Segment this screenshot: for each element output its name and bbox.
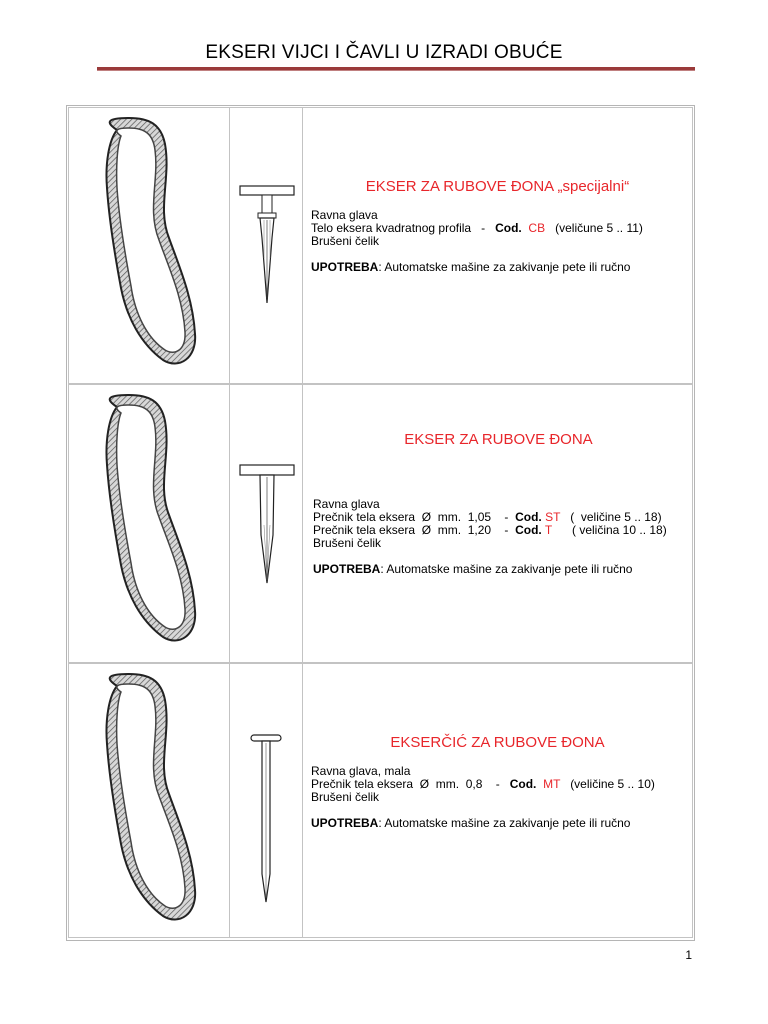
nail-drawing-cell <box>229 107 303 384</box>
nail-catalog-table <box>66 105 695 941</box>
usage-line <box>313 563 692 576</box>
spec-line: Brušeni čelik <box>311 234 380 248</box>
flat-head-nail-icon <box>230 385 302 662</box>
table-row <box>68 663 693 938</box>
sole-outline-cell <box>68 384 230 663</box>
cod-label: Cod. <box>515 523 542 537</box>
size-range: (veličine 5 .. 10) <box>560 777 655 791</box>
spec-line: Ravna glava <box>311 208 378 222</box>
spec-line: Ravna glava <box>313 497 380 511</box>
spec-text: Prečnik tela eksera Ø mm. 1,20 - <box>313 523 516 537</box>
table-row <box>68 384 693 663</box>
product-name: EKSER ZA RUBOVE ĐONA <box>404 431 593 448</box>
usage-text: : Automatske mašine za zakivanje pete ili ručno <box>378 816 631 830</box>
usage-label: UPOTREBA <box>313 562 381 576</box>
spec-line: Brušeni čelik <box>313 536 382 550</box>
spec-text: Prečnik tela eksera Ø mm. 1,05 - <box>313 510 516 524</box>
product-code: CB <box>521 221 546 235</box>
nail-drawing-cell <box>229 384 303 663</box>
cod-label: Cod. <box>495 221 522 235</box>
product-description-cell <box>302 384 693 663</box>
table-row <box>68 107 693 384</box>
page-number: 1 <box>685 948 692 962</box>
sole-outline-cell <box>68 107 230 384</box>
cod-label: Cod. <box>509 777 537 791</box>
usage-label: UPOTREBA <box>311 260 379 274</box>
cod-label: Cod. <box>515 510 542 524</box>
shoe-sole-outline-icon <box>69 385 229 662</box>
usage-text: : Automatske mašine za zakivanje pete ili ručno <box>380 562 633 576</box>
product-code: MT <box>536 777 561 791</box>
spec-line: Brušeni čelik <box>311 790 380 804</box>
title-divider <box>97 67 695 71</box>
usage-line <box>311 261 692 274</box>
product-description-cell <box>302 107 693 384</box>
flat-head-square-nail-icon <box>230 108 302 383</box>
size-range: ( veličine 5 .. 18) <box>560 510 662 524</box>
small-head-nail-icon <box>230 664 302 937</box>
shoe-sole-outline-icon <box>69 108 229 383</box>
usage-line <box>311 817 692 830</box>
shoe-sole-outline-icon <box>69 664 229 937</box>
size-range: (veličune 5 .. 11) <box>545 221 643 235</box>
spec-text: Telo eksera kvadratnog profila - <box>311 221 496 235</box>
product-code: ST <box>541 510 561 524</box>
nail-drawing-cell <box>229 663 303 938</box>
spec-text: Prečnik tela eksera Ø mm. 0,8 - <box>311 777 510 791</box>
sole-outline-cell <box>68 663 230 938</box>
product-code: T <box>541 523 552 537</box>
usage-label: UPOTREBA <box>311 816 379 830</box>
page-title: EKSERI VIJCI I ČAVLI U IZRADI OBUĆE <box>205 42 563 63</box>
product-description-cell <box>302 663 693 938</box>
product-name: EKSER ZA RUBOVE ĐONA „specijalni“ <box>365 178 630 195</box>
size-range: ( veličina 10 .. 18) <box>551 523 667 537</box>
usage-text: : Automatske mašine za zakivanje pete ili ručno <box>378 260 631 274</box>
spec-line: Ravna glava, mala <box>311 764 411 778</box>
product-name: EKSERČIĆ ZA RUBOVE ĐONA <box>390 734 605 751</box>
